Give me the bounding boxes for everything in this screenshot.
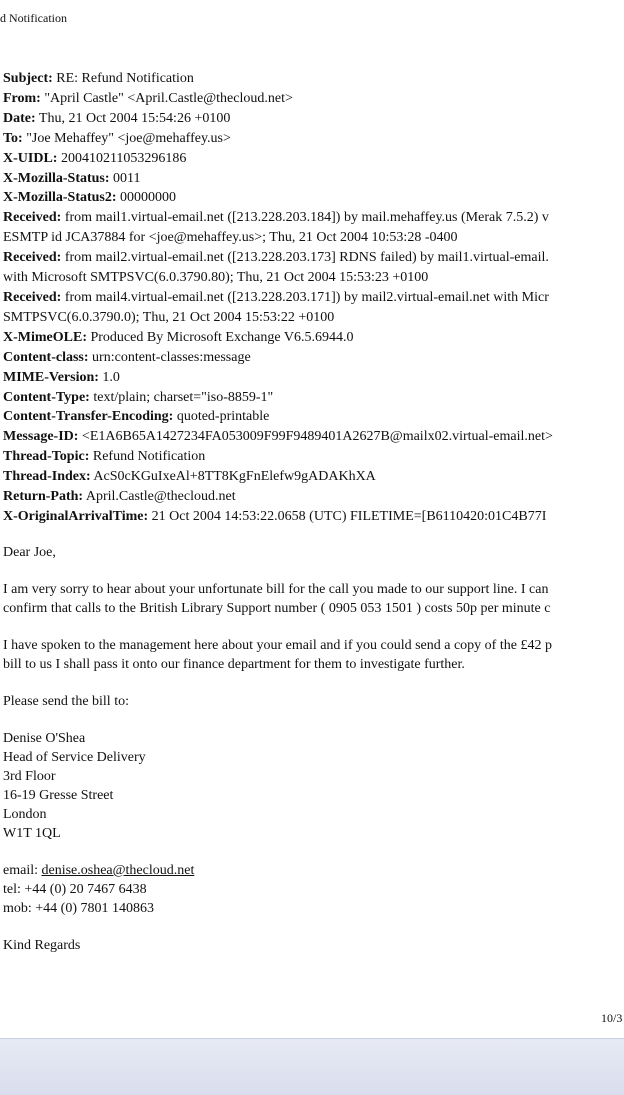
header-name: Date: — [3, 110, 36, 126]
email-headers — [3, 69, 624, 527]
address-city: London — [3, 807, 47, 822]
email-body — [3, 543, 624, 955]
header-value: 1.0 — [98, 369, 120, 385]
header-thread-index — [3, 467, 624, 487]
header-name: X-UIDL: — [3, 150, 58, 166]
header-name: Received: — [3, 210, 62, 226]
address-name: Denise O'Shea — [3, 731, 86, 746]
header-value: "April Castle" <April.Castle@thecloud.net> — [40, 90, 293, 106]
header-name: Subject: — [3, 71, 53, 86]
header-value: SMTPSVC(6.0.3790.0); Thu, 21 Oct 2004 15:53:22 +0100 — [3, 309, 335, 325]
header-name: To: — [3, 130, 23, 146]
header-content-type — [3, 388, 624, 408]
scan-bottom-edge — [0, 1038, 624, 1095]
header-value: "Joe Mehaffey" <joe@mehaffey.us> — [22, 130, 231, 146]
header-value: text/plain; charset="iso-8859-1" — [89, 389, 274, 405]
page-number: 10/3 — [601, 1011, 623, 1025]
header-value: 00000000 — [116, 190, 177, 206]
header-value: AcS0cKGuIxeAl+8TT8KgFnElefw9gADAKhXA — [90, 469, 376, 485]
contact-mob: mob: +44 (0) 7801 140863 — [3, 901, 154, 916]
header-value: ESMTP id JCA37884 for <joe@mehaffey.us>; Thu, 21 Oct 2004 10:53:28 -0400 — [3, 230, 458, 246]
paragraph-1-line-2: confirm that calls to the British Library Support number ( 0905 053 1501 ) costs 50p per minute c — [3, 601, 551, 616]
closing: Kind Regards — [3, 938, 81, 953]
header-value: from mail2.virtual-email.net ([213.228.203.173] RDNS failed) by mail1.virtual-email. — [61, 250, 549, 266]
header-value: quoted-printable — [173, 409, 270, 425]
page-header-title: d Notification — [0, 11, 67, 25]
header-name: X-OriginalArrivalTime: — [3, 508, 149, 524]
address-title: Head of Service Delivery — [3, 750, 146, 765]
header-value: Produced By Microsoft Exchange V6.5.6944.0 — [86, 329, 354, 345]
contact-email — [3, 861, 624, 880]
header-value: Refund Notification — [89, 449, 206, 465]
header-date — [3, 109, 624, 129]
header-name: X-Mozilla-Status2: — [3, 190, 117, 206]
header-value: 21 Oct 2004 14:53:22.0658 (UTC) FILETIME=[B6110420:01C4B77I — [148, 508, 547, 524]
header-to — [3, 129, 624, 149]
address-postcode: W1T 1QL — [3, 826, 61, 841]
paragraph-2-line-1: I have spoken to the management here about your email and if you could send a copy of the £42 p — [3, 638, 552, 653]
paragraph-2-line-2: bill to us I shall pass it onto our finance department for them to investigate further. — [3, 657, 465, 672]
header-received-2 — [3, 248, 624, 268]
header-name: Received: — [3, 250, 62, 266]
header-x-uidl — [3, 149, 624, 169]
header-from — [3, 89, 624, 109]
greeting: Dear Joe, — [3, 545, 56, 560]
header-message-id — [3, 427, 624, 447]
email-label: email: — [3, 863, 42, 878]
header-received-1 — [3, 208, 624, 228]
header-value: with Microsoft SMTPSVC(6.0.3790.80); Thu, 21 Oct 2004 15:53:23 +0100 — [3, 270, 429, 286]
header-name: Thread-Topic: — [3, 449, 90, 465]
header-x-mozilla-status2 — [3, 188, 624, 208]
header-received-2-cont — [3, 268, 624, 288]
header-value: April.Castle@thecloud.net — [83, 489, 236, 505]
header-received-1-cont — [3, 228, 624, 248]
header-content-class — [3, 348, 624, 368]
address-street: 16-19 Gresse Street — [3, 788, 114, 803]
header-value: <E1A6B65A1427234FA053009F99F9489401A2627B@mailx02.virtual-email.net> — [78, 429, 553, 445]
header-mime-version — [3, 368, 624, 388]
header-content-transfer-encoding — [3, 407, 624, 427]
header-name: Message-ID: — [3, 429, 79, 445]
address-floor: 3rd Floor — [3, 769, 56, 784]
paragraph-3: Please send the bill to: — [3, 694, 129, 709]
header-name: Thread-Index: — [3, 469, 91, 485]
header-name: MIME-Version: — [3, 369, 99, 385]
header-value: RE: Refund Notification — [52, 71, 194, 86]
header-received-3 — [3, 288, 624, 308]
header-name: X-MimeOLE: — [3, 329, 87, 345]
header-name: Content-Transfer-Encoding: — [3, 409, 174, 425]
paragraph-1-line-1: I am very sorry to hear about your unfortunate bill for the call you made to our support line. I can — [3, 582, 549, 597]
header-name: X-Mozilla-Status: — [3, 170, 110, 186]
header-value: 0011 — [109, 170, 141, 186]
header-x-originalarrivaltime — [3, 507, 624, 527]
header-value: from mail1.virtual-email.net ([213.228.203.184]) by mail.mehaffey.us (Merak 7.5.2) v — [61, 210, 549, 226]
header-x-mimeole — [3, 328, 624, 348]
header-name: Return-Path: — [3, 489, 84, 505]
header-subject — [3, 69, 624, 89]
header-thread-topic — [3, 447, 624, 467]
header-name: Received: — [3, 289, 62, 305]
header-value: urn:content-classes:message — [88, 349, 251, 365]
contact-tel: tel: +44 (0) 20 7467 6438 — [3, 882, 147, 897]
header-value: 200410211053296186 — [57, 150, 187, 166]
header-x-mozilla-status — [3, 169, 624, 189]
header-name: From: — [3, 90, 41, 106]
header-value: from mail4.virtual-email.net ([213.228.203.171]) by mail2.virtual-email.net with Micr — [61, 289, 549, 305]
header-received-3-cont — [3, 308, 624, 328]
header-name: Content-class: — [3, 349, 89, 365]
header-name: Content-Type: — [3, 389, 90, 405]
header-return-path — [3, 487, 624, 507]
email-link[interactable]: denise.oshea@thecloud.net — [41, 863, 195, 878]
header-value: Thu, 21 Oct 2004 15:54:26 +0100 — [35, 110, 231, 126]
